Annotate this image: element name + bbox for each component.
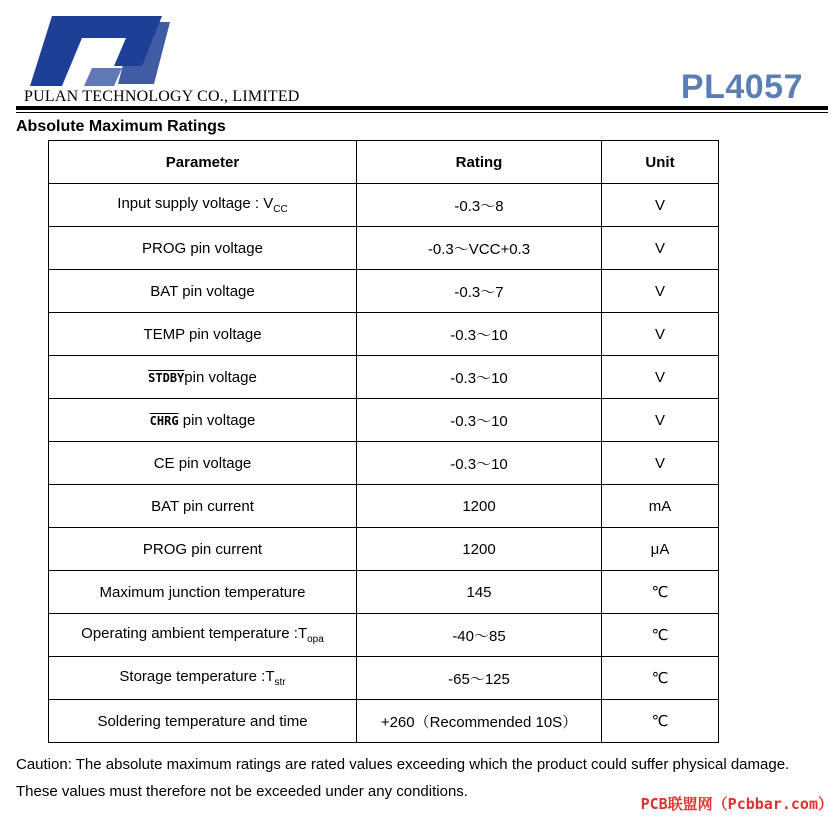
parameter-text: Soldering temperature and time xyxy=(97,712,308,730)
cell-unit: ℃ xyxy=(602,657,719,700)
parameter-text: PROG pin voltage xyxy=(142,239,263,257)
cell-rating: 1200 xyxy=(357,485,602,528)
table-row xyxy=(49,700,719,743)
watermark: PCB联盟网（Pcbbar.com） xyxy=(640,795,833,813)
cell-unit: V xyxy=(602,184,719,227)
cell-parameter xyxy=(49,485,357,528)
cell-parameter xyxy=(49,270,357,313)
parameter-text: BAT pin voltage xyxy=(150,282,255,300)
cell-rating: -0.3～7 xyxy=(357,270,602,313)
cell-parameter xyxy=(49,700,357,743)
parameter-text: PROG pin current xyxy=(142,540,263,558)
cell-rating: +260（Recommended 10S） xyxy=(357,700,602,743)
cell-parameter xyxy=(49,399,357,442)
header-rating: Rating xyxy=(357,141,602,184)
cell-rating: -65～125 xyxy=(357,657,602,700)
overlined-pin-name: STDBY xyxy=(148,370,185,385)
parameter-text: Operating ambient temperature :T xyxy=(81,625,308,642)
cell-unit: ℃ xyxy=(602,614,719,657)
cell-unit: V xyxy=(602,227,719,270)
parameter-text: Maximum junction temperature xyxy=(99,583,306,601)
company-name: PULAN TECHNOLOGY CO., LIMITED xyxy=(24,88,300,105)
cell-parameter xyxy=(49,657,357,700)
table-row xyxy=(49,399,719,442)
cell-unit: ℃ xyxy=(602,700,719,743)
cell-parameter xyxy=(49,356,357,399)
section-title: Absolute Maximum Ratings xyxy=(16,118,226,135)
cell-rating: -0.3～10 xyxy=(357,356,602,399)
cell-unit: V xyxy=(602,399,719,442)
header-rule-thin xyxy=(16,112,828,113)
table-body xyxy=(49,184,719,743)
part-number: PL4057 xyxy=(680,68,803,106)
cell-rating: 145 xyxy=(357,571,602,614)
cell-rating: -0.3～10 xyxy=(357,399,602,442)
parameter-text: Input supply voltage : V xyxy=(117,195,274,212)
cell-unit: mA xyxy=(602,485,719,528)
table-row xyxy=(49,313,719,356)
header-unit: Unit xyxy=(602,141,719,184)
parameter-text: Storage temperature :T xyxy=(119,668,275,685)
cell-rating: 1200 xyxy=(357,528,602,571)
parameter-text: CE pin voltage xyxy=(153,454,252,472)
cell-unit: V xyxy=(602,442,719,485)
cell-parameter xyxy=(49,227,357,270)
table-row xyxy=(49,227,719,270)
cell-rating: -0.3～10 xyxy=(357,313,602,356)
cell-rating: -0.3～VCC+0.3 xyxy=(357,227,602,270)
cell-parameter xyxy=(49,528,357,571)
ratings-table xyxy=(48,140,719,743)
table-row xyxy=(49,485,719,528)
pulan-logo-icon xyxy=(22,8,172,88)
parameter-text: TEMP pin voltage xyxy=(143,325,262,343)
table-row xyxy=(49,614,719,657)
cell-unit: V xyxy=(602,313,719,356)
table-row xyxy=(49,184,719,227)
cell-parameter xyxy=(49,571,357,614)
caution-line-1: Caution: The absolute maximum ratings are rated values exceeding which the product could suffer physical damage. xyxy=(16,756,790,773)
table-row xyxy=(49,571,719,614)
cell-parameter xyxy=(49,442,357,485)
cell-rating: -0.3～8 xyxy=(357,184,602,227)
caution-line-2: These values must therefore not be exceeded under any conditions. xyxy=(16,783,468,800)
parameter-text: pin voltage xyxy=(178,411,256,429)
cell-unit: μA xyxy=(602,528,719,571)
cell-parameter xyxy=(49,313,357,356)
table-row xyxy=(49,442,719,485)
parameter-subscript: CC xyxy=(273,204,288,215)
cell-unit: V xyxy=(602,270,719,313)
overlined-pin-name: CHRG xyxy=(149,413,179,428)
table-row xyxy=(49,657,719,700)
cell-parameter xyxy=(49,614,357,657)
table-header-row xyxy=(49,141,719,184)
header-rule-thick xyxy=(16,106,828,110)
table-row xyxy=(49,528,719,571)
cell-rating: -40～85 xyxy=(357,614,602,657)
parameter-text: pin voltage xyxy=(184,368,257,386)
header-parameter: Parameter xyxy=(49,141,357,184)
cell-rating: -0.3～10 xyxy=(357,442,602,485)
parameter-text: BAT pin current xyxy=(151,497,254,515)
parameter-subscript: opa xyxy=(307,634,324,645)
cell-unit: ℃ xyxy=(602,571,719,614)
cell-unit: V xyxy=(602,356,719,399)
cell-parameter xyxy=(49,184,357,227)
table-row xyxy=(49,270,719,313)
table-row xyxy=(49,356,719,399)
parameter-subscript: str xyxy=(274,677,286,688)
